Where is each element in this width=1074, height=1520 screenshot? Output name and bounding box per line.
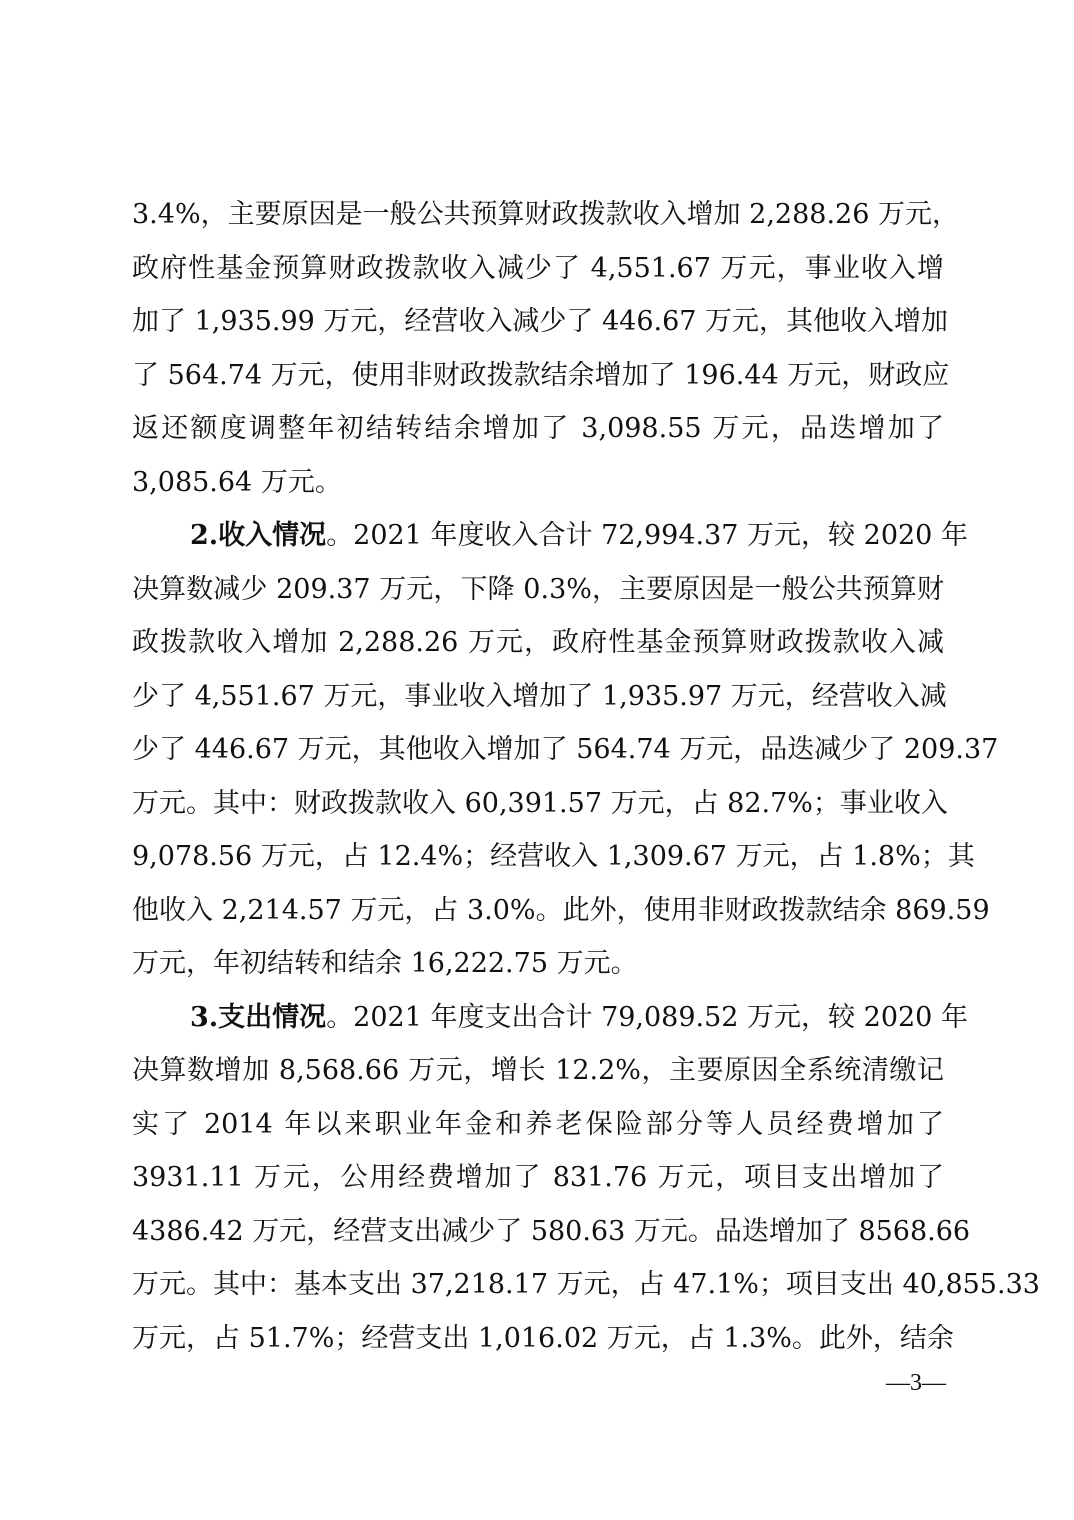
text-span: 。2021 年度收入合计 72,994.37 万元，较 2020 年 <box>326 520 968 551</box>
section-heading-income: 2.收入情况 <box>190 520 327 551</box>
text-line: 了 564.74 万元，使用非财政拨款结余增加了 196.44 万元，财政应 <box>132 359 950 391</box>
paragraph-expenditure <box>132 991 1040 1366</box>
text-line: 他收入 2,214.57 万元，占 3.0%。此外，使用非财政拨款结余 869.59 <box>132 894 990 926</box>
text-line: 3,085.64 万元。 <box>132 466 342 498</box>
text-line: 万元。其中：基本支出 37,218.17 万元，占 47.1%；项目支出 40,855.33 <box>132 1269 1040 1300</box>
text-line: 返还额度调整年初结转结余增加了 3,098.55 万元，品迭增加了 <box>132 413 944 444</box>
text-line: 4386.42 万元，经营支出减少了 580.63 万元。品迭增加了 8568.66 <box>132 1215 971 1247</box>
text-line: 实了 2014 年以来职业年金和养老保险部分等人员经费增加了 <box>132 1108 944 1140</box>
section-heading-expenditure: 3.支出情况 <box>190 1001 327 1033</box>
text-line <box>132 991 968 1045</box>
page-number: —3— <box>886 1370 946 1396</box>
text-line: 万元，年初结转和结余 16,222.75 万元。 <box>132 948 638 979</box>
text-line: 政府性基金预算财政拨款收入减少了 4,551.67 万元，事业收入增 <box>132 252 944 284</box>
text-line: 决算数减少 209.37 万元，下降 0.3%，主要原因是一般公共预算财 <box>132 573 944 605</box>
paragraph-income <box>132 509 999 991</box>
text-span: 。2021 年度支出合计 79,089.52 万元，较 2020 年 <box>326 1001 968 1033</box>
text-line: 少了 4,551.67 万元，事业收入增加了 1,935.97 万元，经营收入减 <box>132 680 947 712</box>
text-line: 万元，占 51.7%；经营支出 1,016.02 万元，占 1.3%。此外，结余 <box>132 1322 954 1354</box>
text-line: 9,078.56 万元，占 12.4%；经营收入 1,309.67 万元，占 1.8%；其 <box>132 841 975 872</box>
text-line: 少了 446.67 万元，其他收入增加了 564.74 万元，品迭减少了 209.37 <box>132 734 999 765</box>
text-line: 决算数增加 8,568.66 万元，增长 12.2%，主要原因全系统清缴记 <box>132 1055 944 1086</box>
paragraph-1 <box>132 188 959 509</box>
text-line: 政拨款收入增加 2,288.26 万元，政府性基金预算财政拨款收入减 <box>132 627 944 658</box>
text-line: 加了 1,935.99 万元，经营收入减少了 446.67 万元，其他收入增加 <box>132 306 949 337</box>
text-line: 3.4%，主要原因是一般公共预算财政拨款收入增加 2,288.26 万元， <box>132 199 959 230</box>
text-line <box>132 509 968 563</box>
document-body <box>132 188 1040 1365</box>
text-line: 3931.11 万元，公用经费增加了 831.76 万元，项目支出增加了 <box>132 1162 944 1193</box>
text-line: 万元。其中：财政拨款收入 60,391.57 万元，占 82.7%；事业收入 <box>132 787 948 819</box>
